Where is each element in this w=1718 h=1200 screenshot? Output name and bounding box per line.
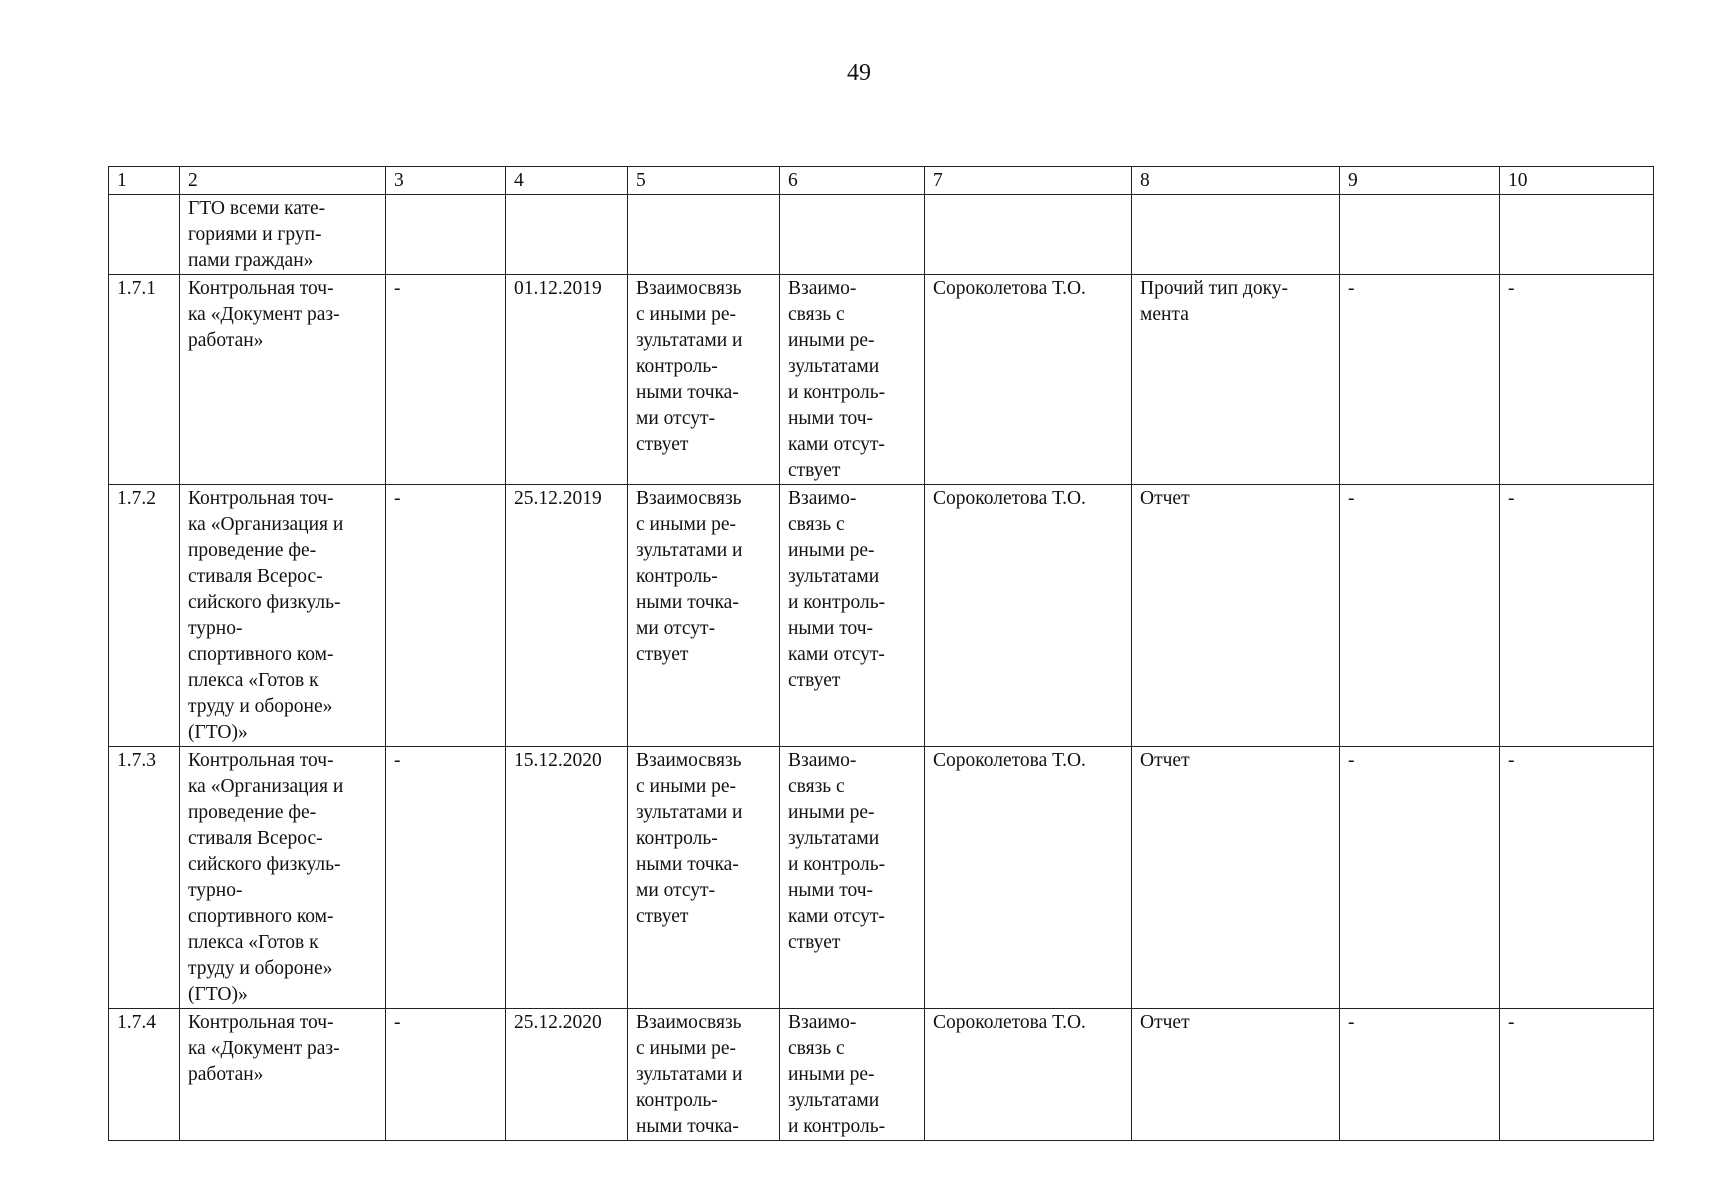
header-cell: 4 bbox=[506, 167, 628, 195]
date-cell: 15.12.2020 bbox=[506, 747, 628, 1009]
text-line: сийского физкуль- bbox=[188, 592, 341, 613]
text-line: гориями и груп- bbox=[188, 224, 322, 245]
text-line: зультатами bbox=[788, 566, 880, 587]
text-line: иными ре- bbox=[788, 540, 875, 561]
text-line: Взаимо- bbox=[788, 1012, 857, 1033]
responsible-cell: Сороколетова Т.О. bbox=[925, 747, 1132, 1009]
document-type-cell bbox=[1132, 1009, 1340, 1141]
text-line: проведение фе- bbox=[188, 540, 317, 561]
empty-cell bbox=[109, 195, 180, 275]
empty-cell bbox=[628, 195, 780, 275]
text-line: зультатами bbox=[788, 828, 880, 849]
text-line: ми отсут- bbox=[636, 880, 716, 901]
text-line: ками отсут- bbox=[788, 906, 885, 927]
row-number-cell: 1.7.4 bbox=[109, 1009, 180, 1141]
col9-cell: - bbox=[1340, 747, 1500, 1009]
header-cell: 5 bbox=[628, 167, 780, 195]
text-line: Отчет bbox=[1140, 488, 1190, 509]
text-line: зультатами bbox=[788, 1090, 880, 1111]
text-line: турно- bbox=[188, 880, 243, 901]
continuation-name-cell bbox=[180, 195, 386, 275]
header-cell: 10 bbox=[1500, 167, 1654, 195]
text-line: стиваля Всерос- bbox=[188, 566, 323, 587]
responsible-cell: Сороколетова Т.О. bbox=[925, 485, 1132, 747]
col3-cell: - bbox=[386, 747, 506, 1009]
text-line: спортивного ком- bbox=[188, 906, 334, 927]
empty-cell bbox=[780, 195, 925, 275]
relation-alt-cell bbox=[780, 485, 925, 747]
text-line: и контроль- bbox=[788, 382, 886, 403]
text-line: Контрольная точ- bbox=[188, 488, 334, 509]
text-line: контроль- bbox=[636, 1090, 718, 1111]
text-line: контроль- bbox=[636, 828, 718, 849]
col9-cell: - bbox=[1340, 1009, 1500, 1141]
date-cell: 25.12.2019 bbox=[506, 485, 628, 747]
text-line: ными точка- bbox=[636, 1116, 739, 1137]
text-line: ками отсут- bbox=[788, 434, 885, 455]
relation-cell bbox=[628, 485, 780, 747]
col10-cell: - bbox=[1500, 275, 1654, 485]
text-line: связь с bbox=[788, 1038, 845, 1059]
text-line: (ГТО)» bbox=[188, 984, 248, 1005]
text-line: Взаимо- bbox=[788, 278, 857, 299]
text-line: ка «Документ раз- bbox=[188, 1038, 340, 1059]
text-line: Взаимо- bbox=[788, 750, 857, 771]
relation-alt-cell bbox=[780, 275, 925, 485]
text-line: и контроль- bbox=[788, 592, 886, 613]
text-line: проведение фе- bbox=[188, 802, 317, 823]
text-line: с иными ре- bbox=[636, 304, 737, 325]
relation-cell bbox=[628, 747, 780, 1009]
event-name-cell bbox=[180, 275, 386, 485]
text-line: ными точ- bbox=[788, 408, 873, 429]
table-row bbox=[109, 275, 1654, 485]
relation-cell bbox=[628, 275, 780, 485]
text-line: ными точ- bbox=[788, 880, 873, 901]
document-type-cell bbox=[1132, 485, 1340, 747]
text-line: ными точка- bbox=[636, 854, 739, 875]
page-number: 49 bbox=[847, 60, 871, 86]
table-row bbox=[109, 485, 1654, 747]
text-line: с иными ре- bbox=[636, 1038, 737, 1059]
text-line: связь с bbox=[788, 776, 845, 797]
text-line: ствует bbox=[788, 460, 841, 481]
row-number-cell: 1.7.1 bbox=[109, 275, 180, 485]
header-cell: 2 bbox=[180, 167, 386, 195]
text-line: труду и обороне» bbox=[188, 696, 333, 717]
text-line: ствует bbox=[636, 906, 689, 927]
text-line: Взаимосвязь bbox=[636, 1012, 742, 1033]
text-line: Взаимо- bbox=[788, 488, 857, 509]
control-points-table bbox=[108, 166, 1654, 1141]
col9-cell: - bbox=[1340, 275, 1500, 485]
header-cell: 9 bbox=[1340, 167, 1500, 195]
relation-alt-cell bbox=[780, 747, 925, 1009]
responsible-cell: Сороколетова Т.О. bbox=[925, 1009, 1132, 1141]
text-line: сийского физкуль- bbox=[188, 854, 341, 875]
header-cell: 7 bbox=[925, 167, 1132, 195]
col3-cell: - bbox=[386, 485, 506, 747]
text-line: зультатами и bbox=[636, 1064, 743, 1085]
text-line: ка «Документ раз- bbox=[188, 304, 340, 325]
text-line: Взаимосвязь bbox=[636, 278, 742, 299]
text-line: связь с bbox=[788, 514, 845, 535]
text-line: Прочий тип доку- bbox=[1140, 278, 1289, 299]
text-line: Взаимосвязь bbox=[636, 488, 742, 509]
text-line: ными точ- bbox=[788, 618, 873, 639]
text-line: с иными ре- bbox=[636, 776, 737, 797]
document-type-cell bbox=[1132, 275, 1340, 485]
header-cell: 3 bbox=[386, 167, 506, 195]
event-name-cell bbox=[180, 485, 386, 747]
empty-cell bbox=[1500, 195, 1654, 275]
text-line: ка «Организация и bbox=[188, 776, 344, 797]
text-line: иными ре- bbox=[788, 802, 875, 823]
table-row bbox=[109, 747, 1654, 1009]
text-line: зультатами и bbox=[636, 330, 743, 351]
text-line: с иными ре- bbox=[636, 514, 737, 535]
text-line: пами граждан» bbox=[188, 250, 314, 271]
empty-cell bbox=[1132, 195, 1340, 275]
text-line: ками отсут- bbox=[788, 644, 885, 665]
empty-cell bbox=[925, 195, 1132, 275]
text-line: (ГТО)» bbox=[188, 722, 248, 743]
relation-alt-cell bbox=[780, 1009, 925, 1141]
text-line: иными ре- bbox=[788, 330, 875, 351]
text-line: иными ре- bbox=[788, 1064, 875, 1085]
event-name-cell bbox=[180, 1009, 386, 1141]
col3-cell: - bbox=[386, 1009, 506, 1141]
document-type-cell bbox=[1132, 747, 1340, 1009]
text-line: турно- bbox=[188, 618, 243, 639]
table-row bbox=[109, 1009, 1654, 1141]
date-cell: 01.12.2019 bbox=[506, 275, 628, 485]
text-line: контроль- bbox=[636, 566, 718, 587]
row-number-cell: 1.7.2 bbox=[109, 485, 180, 747]
text-line: работан» bbox=[188, 1064, 264, 1085]
text-line: ГТО всеми кате- bbox=[188, 198, 326, 219]
text-line: зультатами bbox=[788, 356, 880, 377]
text-line: Взаимосвязь bbox=[636, 750, 742, 771]
text-line: плекса «Готов к bbox=[188, 932, 319, 953]
text-line: труду и обороне» bbox=[188, 958, 333, 979]
row-number-cell: 1.7.3 bbox=[109, 747, 180, 1009]
text-line: спортивного ком- bbox=[188, 644, 334, 665]
text-line: ствует bbox=[788, 932, 841, 953]
col10-cell: - bbox=[1500, 747, 1654, 1009]
text-line: и контроль- bbox=[788, 854, 886, 875]
text-line: ными точка- bbox=[636, 382, 739, 403]
text-line: зультатами и bbox=[636, 802, 743, 823]
empty-cell bbox=[386, 195, 506, 275]
col10-cell: - bbox=[1500, 1009, 1654, 1141]
text-line: Отчет bbox=[1140, 1012, 1190, 1033]
empty-cell bbox=[506, 195, 628, 275]
col9-cell: - bbox=[1340, 485, 1500, 747]
relation-cell bbox=[628, 1009, 780, 1141]
header-cell: 8 bbox=[1132, 167, 1340, 195]
text-line: Отчет bbox=[1140, 750, 1190, 771]
header-cell: 1 bbox=[109, 167, 180, 195]
text-line: зультатами и bbox=[636, 540, 743, 561]
text-line: ствует bbox=[636, 644, 689, 665]
text-line: Контрольная точ- bbox=[188, 1012, 334, 1033]
col3-cell: - bbox=[386, 275, 506, 485]
text-line: связь с bbox=[788, 304, 845, 325]
responsible-cell: Сороколетова Т.О. bbox=[925, 275, 1132, 485]
text-line: ными точка- bbox=[636, 592, 739, 613]
header-row bbox=[109, 167, 1654, 195]
text-line: работан» bbox=[188, 330, 264, 351]
text-line: ствует bbox=[788, 670, 841, 691]
event-name-cell bbox=[180, 747, 386, 1009]
text-line: плекса «Готов к bbox=[188, 670, 319, 691]
text-line: и контроль- bbox=[788, 1116, 886, 1137]
text-line: ствует bbox=[636, 434, 689, 455]
text-line: ка «Организация и bbox=[188, 514, 344, 535]
text-line: мента bbox=[1140, 304, 1189, 325]
col10-cell: - bbox=[1500, 485, 1654, 747]
date-cell: 25.12.2020 bbox=[506, 1009, 628, 1141]
empty-cell bbox=[1340, 195, 1500, 275]
text-line: Контрольная точ- bbox=[188, 750, 334, 771]
header-cell: 6 bbox=[780, 167, 925, 195]
text-line: ми отсут- bbox=[636, 618, 716, 639]
text-line: ми отсут- bbox=[636, 408, 716, 429]
text-line: контроль- bbox=[636, 356, 718, 377]
continuation-row bbox=[109, 195, 1654, 275]
text-line: стиваля Всерос- bbox=[188, 828, 323, 849]
text-line: Контрольная точ- bbox=[188, 278, 334, 299]
